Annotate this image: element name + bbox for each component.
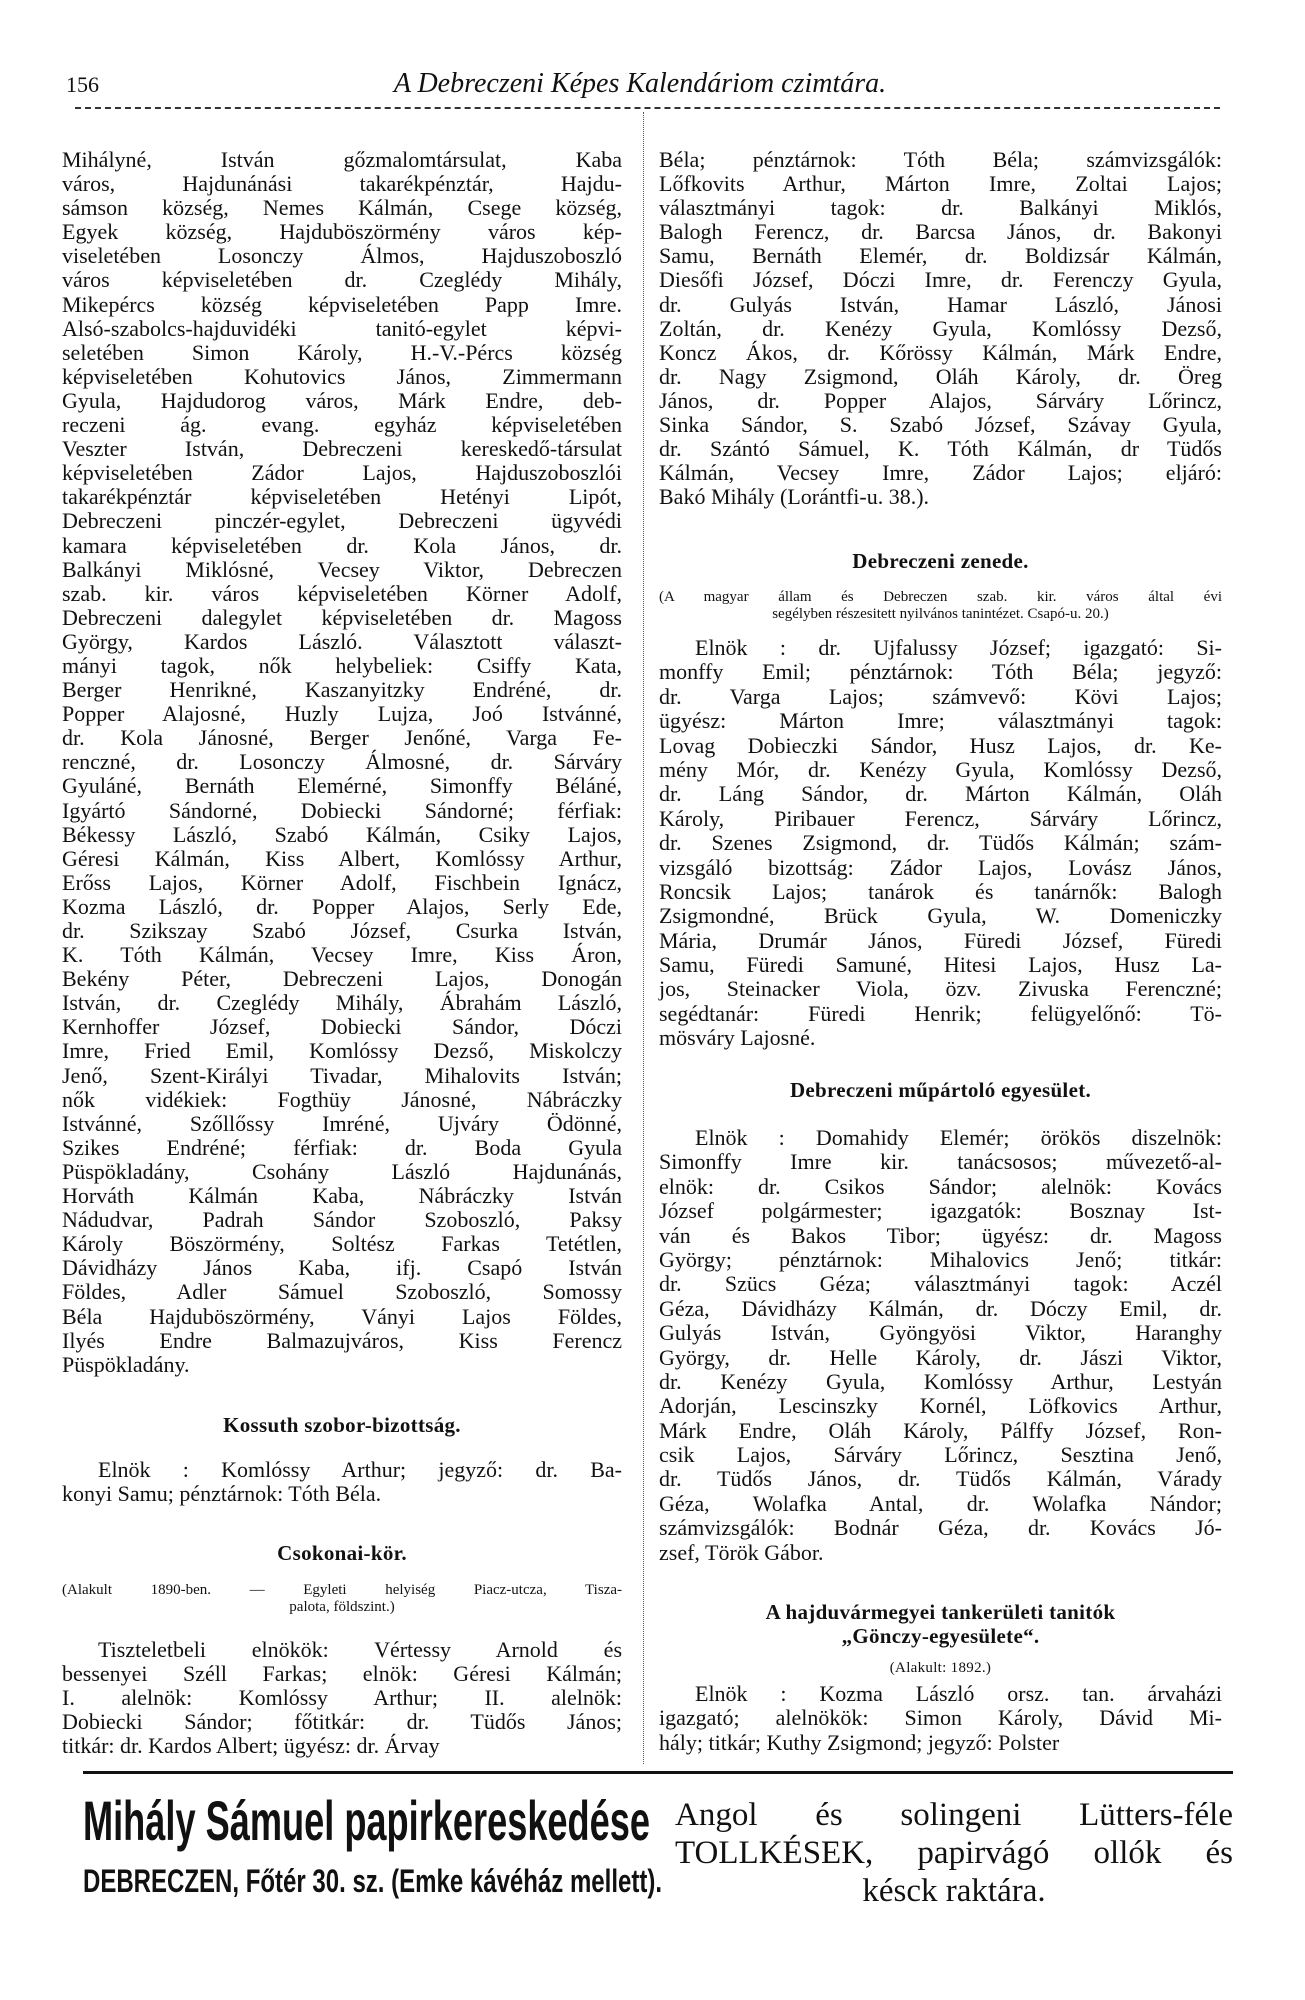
text-line: Bakó Mihály (Lorántfi-u. 38.). — [659, 484, 930, 510]
text-line: Elnök : dr. Ujfalussy József; igazgató: Si- — [695, 635, 1222, 660]
page-number: 156 — [66, 72, 99, 97]
committee-member-list — [62, 148, 622, 1377]
text-line: Püspökladány. — [62, 1351, 190, 1377]
text-line: Samu, Bernáth Elemér, dr. Boldizsár Kálmán, — [659, 243, 1222, 269]
text-line: Dobiecki Sándor; főtitkár: dr. Tüdős János; — [62, 1709, 622, 1735]
text-line: Ilyés Endre Balmazujváros, Kiss Ferencz — [62, 1327, 622, 1353]
advert-products-line: Angol és solingeni Lütters-féle — [675, 1797, 1233, 1833]
text-line: Mihályné, István gőzmalomtársulat, Kaba — [62, 147, 622, 172]
text-line: szab. kir. város képviseletében Körner Adolf, — [62, 580, 622, 606]
text-line: József polgármester; igazgatók: Bosznay Ist- — [659, 1198, 1222, 1224]
text-line: Béla; pénztárnok: Tóth Béla; számvizsgálók: — [659, 147, 1222, 172]
text-line: Debreczeni pinczér-egylet, Debreczeni ügyvédi — [62, 508, 622, 534]
text-line: Márk Endre, Oláh Károly, Pálffy József, Ron- — [659, 1417, 1222, 1443]
text-line: Dávidházy János Kaba, ifj. Csapó István — [62, 1255, 622, 1281]
text-line: Kernhoffer József, Dobiecki Sándor, Dóczi — [62, 1014, 622, 1040]
text-line: képviseletében Kohutovics János, Zimmermann — [62, 363, 622, 389]
gonczy-note: (Alakult: 1892.) — [889, 1660, 992, 1676]
text-line: dr. Szikszay Szabó József, Csurka István, — [62, 918, 622, 943]
text-line: Samu, Füredi Samuné, Hitesi Lajos, Husz La- — [659, 952, 1222, 978]
text-line: György, dr. Helle Károly, dr. Jászi Viktor, — [659, 1344, 1222, 1370]
text-line: Tiszteletbeli elnökök: Vértessy Arnold és — [98, 1637, 622, 1662]
text-line: kamara képviseletében dr. Kola János, dr. — [62, 532, 622, 558]
text-line: reczeni ág. evang. egyház képviseletében — [62, 412, 622, 438]
advert-products — [675, 1796, 1233, 1910]
text-line: Igyártó Sándorné, Dobiecki Sándorné; férfiak: — [62, 797, 622, 823]
section-heading-gonczy-line2: „Gönczy-egyesülete“. — [841, 1624, 1040, 1648]
text-line: Balkányi Miklósné, Vecsey Viktor, Debreczen — [62, 556, 622, 582]
text-line: dr. Varga Lajos; számvevő: Kövi Lajos; — [659, 683, 1222, 709]
text-line: mény Mór, dr. Kenézy Gyula, Komlóssy Dezső, — [659, 756, 1222, 782]
text-line: Szikes Endréné; férfiak: dr. Boda Gyula — [62, 1134, 622, 1160]
section-heading-kossuth: Kossuth szobor-bizottság. — [223, 1413, 461, 1437]
text-line: segédtanár: Füredi Henrik; felügyelőnő: Tö- — [659, 1000, 1222, 1026]
text-line: ván és Bakos Tibor; ügyész: dr. Magoss — [659, 1222, 1222, 1248]
text-line: dr. Tüdős János, dr. Tüdős Kálmán, Várady — [659, 1466, 1222, 1492]
text-line: Gulyás István, Gyöngyösi Viktor, Haranghy — [659, 1320, 1222, 1346]
text-line: jos, Steinacker Viola, özv. Zivuska Ferenczné; — [659, 976, 1222, 1002]
advert-products-line: TOLLKÉSEK, papirvágó ollók és — [675, 1835, 1233, 1871]
text-line: mányi tagok, nők helybeliek: Csiffy Kata, — [62, 652, 622, 678]
text-line: Elnök : Kozma László orsz. tan. árvaházi — [695, 1681, 1222, 1706]
kossuth-paragraph — [62, 1458, 622, 1506]
column-divider — [643, 112, 644, 1764]
text-line: dr. Kola Jánosné, Berger Jenőné, Varga Fe- — [62, 725, 622, 751]
text-line: számvizsgálók: Bodnár Géza, dr. Kovács Jó- — [659, 1515, 1222, 1541]
advert-shop-name: Mihály Sámuel papirkereskedése — [83, 1789, 650, 1852]
text-line: Géza, Dávidházy Kálmán, dr. Dóczy Emil, dr. — [659, 1295, 1222, 1321]
text-line: Nádudvar, Padrah Sándor Szoboszló, Paksy — [62, 1207, 622, 1233]
text-line: renczné, dr. Losonczy Álmosné, dr. Sárváry — [62, 749, 622, 775]
text-line: választmányi tagok: dr. Balkányi Miklós, — [659, 195, 1222, 221]
text-line: Károly, Piribauer Ferencz, Sárváry Lőrincz, — [659, 805, 1222, 831]
text-line: Veszter István, Debreczeni kereskedő-társulat — [62, 436, 622, 462]
text-line: város, Hajdunánási takarékpénztár, Hajdu- — [62, 171, 622, 197]
text-line: képviseletében Zádor Lajos, Hajduszoboszlói — [62, 460, 622, 486]
text-line: Béla Hajduböszörmény, Ványi Lajos Földes, — [62, 1303, 622, 1329]
advert-address-box — [83, 1863, 662, 1899]
text-line: Lőfkovits Arthur, Márton Imre, Zoltai Lajos; — [659, 171, 1222, 197]
text-line: Simonffy Imre kir. tanácsosos; művezető-al- — [659, 1149, 1222, 1175]
text-line: palota, földszint.) — [289, 1599, 395, 1615]
text-line: Géresi Kálmán, Kiss Albert, Komlóssy Arthur, — [62, 845, 622, 871]
committee-member-list-continued — [659, 148, 1222, 509]
text-line: Gyula, Hajdudorog város, Márk Endre, deb- — [62, 387, 622, 413]
text-line: Erőss Lajos, Körner Adolf, Fischbein Ignácz, — [62, 869, 622, 895]
text-line: Debreczeni dalegylet képviseletében dr. Magoss — [62, 604, 622, 630]
text-line: Imre, Fried Emil, Komlóssy Dezső, Miskolczy — [62, 1038, 622, 1064]
text-line: Egyek község, Hajduböszörmény város kép- — [62, 219, 622, 245]
text-line: Földes, Adler Sámuel Szoboszló, Somossy — [62, 1279, 622, 1305]
advert-address: DEBRECZEN, Főtér 30. sz. (Emke kávéház mellett). — [83, 1863, 662, 1899]
text-line: seletében Simon Károly, H.-V.-Pércs község — [62, 339, 622, 365]
zenede-note — [659, 589, 1222, 623]
text-line: Popper Alajosné, Huzly Lujza, Joó Istvánné, — [62, 701, 622, 727]
text-line: dr. Szántó Sámuel, K. Tóth Kálmán, dr Tüdős — [659, 436, 1222, 462]
text-line: Kozma László, dr. Popper Alajos, Serly Ede, — [62, 893, 622, 919]
text-line: Horváth Kálmán Kaba, Nábráczky István — [62, 1183, 622, 1209]
csokonai-paragraph — [62, 1638, 622, 1758]
text-line: Zoltán, dr. Kenézy Gyula, Komlóssy Dezső, — [659, 315, 1222, 341]
text-line: Elnök : Komlóssy Arthur; jegyző: dr. Ba- — [98, 1457, 622, 1482]
text-line: ügyész: Márton Imre; választmányi tagok: — [659, 708, 1222, 734]
section-heading-zenede: Debreczeni zenede. — [852, 549, 1029, 573]
text-line: Balogh Ferencz, dr. Barcsa János, dr. Bakonyi — [659, 219, 1222, 245]
text-line: elnök: dr. Csikos Sándor; alelnök: Kovács — [659, 1173, 1222, 1199]
text-line: dr. Láng Sándor, dr. Márton Kálmán, Oláh — [659, 781, 1222, 807]
text-line: segélyben részesitett nyilvános tanintézet. Csapó-u. 20.) — [772, 606, 1109, 622]
text-line: sámson község, Nemes Kálmán, Csege község, — [62, 195, 622, 221]
text-line: Bekény Péter, Debreczeni Lajos, Donogán — [62, 966, 622, 992]
text-line: mösváry Lajosné. — [659, 1025, 816, 1051]
csokonai-note — [62, 1582, 622, 1616]
text-line: Jenő, Szent-Királyi Tivadar, Mihalovits István; — [62, 1062, 622, 1088]
running-title: A Debreczeni Képes Kalendáriom czimtára. — [393, 68, 887, 99]
text-line: (Alakult 1890-ben. — Egyleti helyiség Piacz-utcza, Tisza- — [62, 1582, 622, 1598]
text-line: csik Lajos, Sárváry Lőrincz, Sesztina Jenő, — [659, 1442, 1222, 1468]
text-line: György; pénztárnok: Mihalovics Jenő; titkár: — [659, 1246, 1222, 1272]
text-line: Berger Henrikné, Kaszanyitzky Endréné, dr. — [62, 677, 622, 703]
mupartolo-paragraph — [659, 1126, 1222, 1565]
text-line: konyi Samu; pénztárnok: Tóth Béla. — [62, 1481, 382, 1507]
text-line: Püspökladány, Csohány László Hajdunánás, — [62, 1158, 622, 1184]
text-line: dr. Szücs Géza; választmányi tagok: Aczél — [659, 1271, 1222, 1297]
advert-rule — [83, 1771, 1233, 1774]
text-line: Géza, Wolafka Antal, dr. Wolafka Nándor; — [659, 1490, 1222, 1516]
zenede-paragraph — [659, 636, 1222, 1051]
text-line: város képviseletében dr. Czeglédy Mihály, — [62, 267, 622, 293]
text-line: Diesőfi József, Dóczi Imre, dr. Ferenczy Gyula, — [659, 267, 1222, 293]
text-line: titkár: dr. Kardos Albert; ügyész: dr. Árvay — [62, 1733, 440, 1759]
text-line: I. alelnök: Komlóssy Arthur; II. alelnök: — [62, 1685, 622, 1711]
text-line: vizsgáló bizottság: Zádor Lajos, Lovász János, — [659, 854, 1222, 880]
text-line: viseletében Losonczy Álmos, Hajduszoboszló — [62, 243, 622, 269]
text-line: Lovag Dobieczki Sándor, Husz Lajos, dr. Ke- — [659, 732, 1222, 758]
text-line: K. Tóth Kálmán, Vecsey Imre, Kiss Áron, — [62, 942, 622, 968]
advert-shop-name-box — [83, 1789, 658, 1852]
text-line: dr. Gulyás István, Hamar László, Jánosi — [659, 291, 1222, 317]
text-line: János, dr. Popper Alajos, Sárváry Lőrincz, — [659, 387, 1222, 413]
text-line: Istvánné, Szőllőssy Imréné, Ujváry Ödönné, — [62, 1110, 622, 1136]
text-line: Zsigmondné, Brück Gyula, W. Domeniczky — [659, 903, 1222, 929]
text-line: Adorján, Lescinszky Kornél, Löfkovics Arthur, — [659, 1393, 1222, 1419]
text-line: Roncsik Lajos; tanárok és tanárnők: Balogh — [659, 878, 1222, 904]
text-line: (A magyar állam és Debreczen szab. kir. város által évi — [659, 589, 1222, 605]
header-rule — [75, 107, 1220, 109]
text-line: nők vidékiek: Fogthüy Jánosné, Nábráczky — [62, 1086, 622, 1112]
text-line: Koncz Ákos, dr. Kőrössy Kálmán, Márk Endre, — [659, 339, 1222, 365]
text-line: dr. Kenézy Gyula, Komlóssy Arthur, Lestyán — [659, 1368, 1222, 1394]
text-line: dr. Szenes Zsigmond, dr. Tüdős Kálmán; szám- — [659, 830, 1222, 856]
text-line: zsef, Török Gábor. — [659, 1539, 824, 1565]
advert-products-line: késck raktára. — [862, 1873, 1046, 1909]
text-line: dr. Nagy Zsigmond, Oláh Károly, dr. Öreg — [659, 363, 1222, 389]
text-line: Elnök : Domahidy Elemér; örökös diszelnök: — [695, 1125, 1222, 1150]
text-line: Mária, Drumár János, Füredi József, Füredi — [659, 927, 1222, 953]
text-line: bessenyei Széll Farkas; elnök: Géresi Kálmán; — [62, 1661, 622, 1687]
text-line: Mikepércs község képviseletében Papp Imre. — [62, 291, 622, 317]
text-line: igazgató; alelnökök: Simon Károly, Dávid Mi- — [659, 1705, 1222, 1731]
section-heading-gonczy-line1: A hajduvármegyei tankerületi tanitók — [765, 1600, 1116, 1624]
text-line: hály; titkár; Kuthy Zsigmond; jegyző: Polster — [659, 1729, 1060, 1755]
text-line: Békessy László, Szabó Kálmán, Csiky Lajos, — [62, 821, 622, 847]
text-line: György, Kardos László. Választott választ- — [62, 628, 622, 654]
text-line: Gyuláné, Bernáth Elemérné, Simonffy Béláné, — [62, 773, 622, 799]
text-line: Károly Böszörmény, Soltész Farkas Tetétlen, — [62, 1231, 622, 1257]
text-line: takarékpénztár képviseletében Hetényi Lipót, — [62, 484, 622, 510]
gonczy-paragraph — [659, 1682, 1222, 1755]
text-line: Kálmán, Vecsey Imre, Zádor Lajos; eljáró: — [659, 460, 1222, 486]
section-heading-csokonai: Csokonai-kör. — [277, 1541, 407, 1565]
text-line: monffy Emil; pénztárnok: Tóth Béla; jegyző: — [659, 659, 1222, 685]
text-line: Alsó-szabolcs-hajduvidéki tanitó-egylet képvi- — [62, 315, 622, 341]
section-heading-mupartolo: Debreczeni műpártoló egyesület. — [789, 1078, 1092, 1102]
text-line: István, dr. Czeglédy Mihály, Ábrahám László, — [62, 990, 622, 1016]
text-line: Sinka Sándor, S. Szabó József, Szávay Gyula, — [659, 412, 1222, 438]
